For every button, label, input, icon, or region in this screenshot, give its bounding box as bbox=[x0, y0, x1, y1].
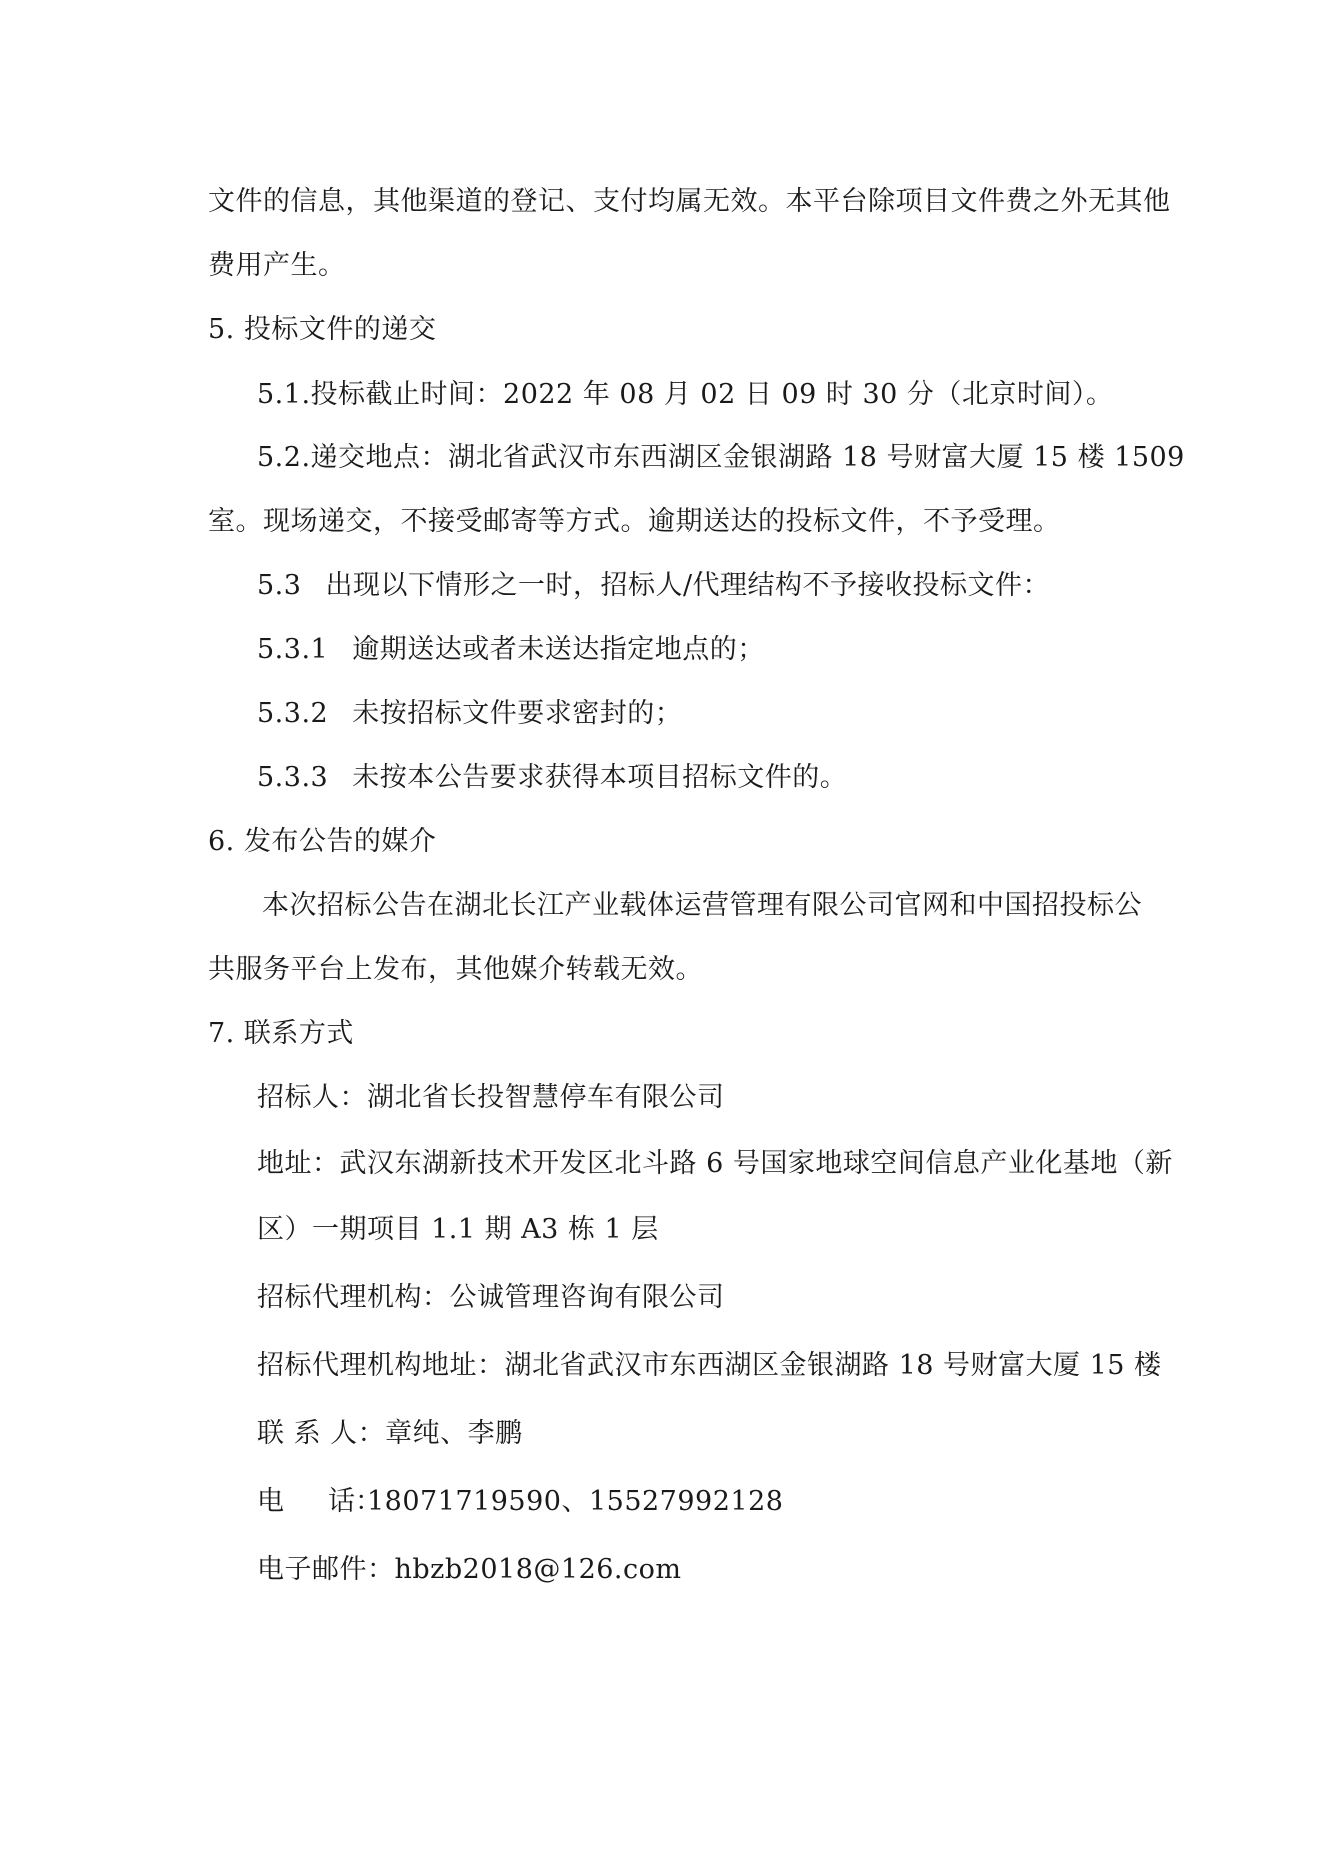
contact-phone bbox=[257, 1484, 783, 1520]
contact-email bbox=[257, 1552, 682, 1588]
section-heading: 7. 联系方式 bbox=[208, 1018, 354, 1049]
contact-person-label: 联 系 人： bbox=[257, 1418, 386, 1449]
paragraph-line: 室。现场递交，不接受邮寄等方式。逾期送达的投标文件，不予受理。 bbox=[208, 506, 1061, 537]
contact-agency-address: 招标代理机构地址：湖北省武汉市东西湖区金银湖路 18 号财富大厦 15 楼 bbox=[257, 1350, 1162, 1381]
contact-address-cont: 区）一期项目 1.1 期 A3 栋 1 层 bbox=[257, 1214, 659, 1245]
clause-5-1: 5.1.投标截止时间：2022 年 08 月 02 日 09 时 30 分（北京时间）。 bbox=[257, 379, 1114, 410]
contact-phone-label bbox=[257, 1484, 382, 1520]
clause-number: 5.3.1 bbox=[257, 634, 329, 665]
clause-text: 未按招标文件要求密封的； bbox=[352, 698, 683, 729]
paragraph-line: 费用产生。 bbox=[208, 250, 346, 281]
clause-5-3-3 bbox=[257, 760, 847, 796]
contact-address: 地址：武汉东湖新技术开发区北斗路 6 号国家地球空间信息产业化基地（新 bbox=[257, 1148, 1173, 1179]
contact-email-label: 电子邮件： bbox=[257, 1554, 395, 1585]
clause-number: 5.3.3 bbox=[257, 762, 329, 793]
phone-label-char: 话： bbox=[328, 1486, 382, 1517]
paragraph-line: 文件的信息，其他渠道的登记、支付均属无效。本平台除项目文件费之外无其他 bbox=[208, 186, 1171, 217]
contact-email-value: hbzb2018@126.com bbox=[394, 1554, 682, 1585]
clause-text: 未按本公告要求获得本项目招标文件的。 bbox=[352, 762, 848, 793]
paragraph-line: 本次招标公告在湖北长江产业载体运营管理有限公司官网和中国招投标公 bbox=[262, 890, 1142, 921]
section-heading: 5. 投标文件的递交 bbox=[208, 314, 437, 345]
clause-5-3-2 bbox=[257, 696, 682, 732]
contact-tenderer: 招标人：湖北省长投智慧停车有限公司 bbox=[257, 1082, 725, 1113]
clause-number: 5.3.2 bbox=[257, 698, 329, 729]
clause-text: 逾期送达或者未送达指定地点的； bbox=[352, 634, 765, 665]
clause-5-2: 5.2.递交地点：湖北省武汉市东西湖区金银湖路 18 号财富大厦 15 楼 1509 bbox=[257, 442, 1185, 473]
paragraph-line: 共服务平台上发布，其他媒介转载无效。 bbox=[208, 954, 703, 985]
contact-agency: 招标代理机构：公诚管理咨询有限公司 bbox=[257, 1282, 725, 1313]
clause-5-3-1 bbox=[257, 632, 765, 668]
contact-phone-value: 18071719590、15527992128 bbox=[367, 1486, 784, 1517]
clause-5-3 bbox=[257, 568, 1050, 604]
contact-person bbox=[257, 1416, 523, 1452]
section-heading: 6. 发布公告的媒介 bbox=[208, 826, 437, 857]
clause-text: 出现以下情形之一时，招标人/代理结构不予接收投标文件： bbox=[325, 570, 1051, 601]
phone-label-char: 电 bbox=[257, 1486, 284, 1517]
contact-person-value: 章纯、李鹏 bbox=[385, 1418, 523, 1449]
clause-number: 5.3 bbox=[257, 570, 302, 601]
